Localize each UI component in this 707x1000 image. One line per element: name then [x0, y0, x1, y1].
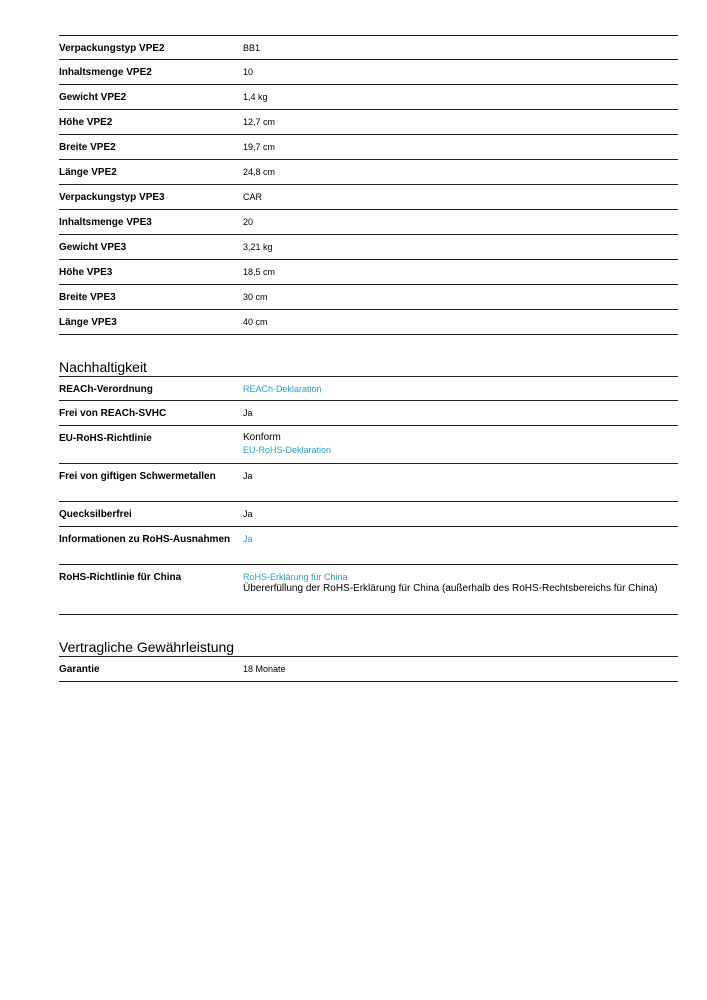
row-value: 24,8 cm: [243, 167, 276, 177]
table-row: [59, 135, 678, 160]
row-value: [243, 377, 678, 400]
row-label: Garantie: [59, 664, 100, 675]
rohs-exemptions-link[interactable]: Ja: [243, 534, 253, 544]
table-row: [59, 235, 678, 260]
row-label: Länge VPE2: [59, 167, 117, 178]
row-value: 20: [243, 217, 254, 227]
row-label: Höhe VPE2: [59, 117, 113, 128]
row-label: Verpackungstyp VPE2: [59, 43, 165, 54]
table-row: [59, 527, 678, 565]
table-row: [59, 656, 678, 682]
row-label: EU-RoHS-Richtlinie: [59, 433, 152, 444]
table-row: [59, 110, 678, 135]
row-label: Quecksilberfrei: [59, 509, 132, 520]
table-row: [59, 160, 678, 185]
row-value: Ja: [243, 509, 253, 519]
row-value: 19,7 cm: [243, 142, 276, 152]
table-row: [59, 185, 678, 210]
row-value: 12,7 cm: [243, 117, 276, 127]
eu-rohs-declaration-link[interactable]: EU-RoHS-Deklaration: [243, 445, 332, 455]
row-value: Konform EU-RoHS-Deklaration: [243, 426, 678, 463]
table-row: [59, 60, 678, 85]
row-value: Ja: [243, 471, 253, 481]
row-label: Verpackungstyp VPE3: [59, 192, 165, 203]
row-value: 1,4 kg: [243, 92, 268, 102]
table-row: [59, 310, 678, 335]
reach-declaration-link[interactable]: REACh-Deklaration: [243, 384, 322, 394]
table-row: [59, 260, 678, 285]
row-label: REACh-Verordnung: [59, 384, 153, 395]
row-label: Gewicht VPE2: [59, 92, 127, 103]
table-row: [59, 464, 678, 502]
row-label: Breite VPE2: [59, 142, 116, 153]
row-value: 30 cm: [243, 292, 268, 302]
packaging-table: [59, 35, 678, 335]
table-row: [59, 565, 678, 615]
table-row: [59, 85, 678, 110]
row-value: 18,5 cm: [243, 267, 276, 277]
section-title-warranty: Vertragliche Gewährleistung: [59, 639, 235, 655]
table-row: [59, 376, 678, 401]
row-label: Gewicht VPE3: [59, 242, 127, 253]
table-row: [59, 285, 678, 310]
row-label: Breite VPE3: [59, 292, 116, 303]
row-value: RoHS-Erklärung für China Übererfüllung der RoHS-Erklärung für China (außerhalb des RoHS-Rechtsbereichs für China): [243, 565, 678, 614]
row-value: 3,21 kg: [243, 242, 273, 252]
table-row: [59, 210, 678, 235]
row-label: Inhaltsmenge VPE2: [59, 67, 152, 78]
warranty-table: [59, 656, 678, 682]
table-row: [59, 35, 678, 60]
row-label: Inhaltsmenge VPE3: [59, 217, 152, 228]
row-value: BB1: [243, 43, 261, 53]
row-label: RoHS-Richtlinie für China: [59, 572, 182, 583]
row-value: CAR: [243, 192, 263, 202]
table-row: [59, 502, 678, 527]
row-label: Frei von giftigen Schwermetallen: [59, 471, 216, 482]
row-value: 10: [243, 67, 254, 77]
row-value: [243, 527, 678, 564]
row-value: 40 cm: [243, 317, 268, 327]
row-value: Ja: [243, 408, 253, 418]
china-rohs-declaration-link[interactable]: RoHS-Erklärung für China: [243, 572, 348, 582]
row-label: Informationen zu RoHS-Ausnahmen: [59, 534, 231, 545]
section-title-sustainability: Nachhaltigkeit: [59, 359, 147, 375]
row-label: Frei von REACh-SVHC: [59, 408, 167, 419]
row-value: 18 Monate: [243, 664, 286, 674]
sustainability-table: [59, 376, 678, 615]
row-label: Höhe VPE3: [59, 267, 113, 278]
table-row: [59, 426, 678, 464]
table-row: [59, 401, 678, 426]
row-label: Länge VPE3: [59, 317, 117, 328]
